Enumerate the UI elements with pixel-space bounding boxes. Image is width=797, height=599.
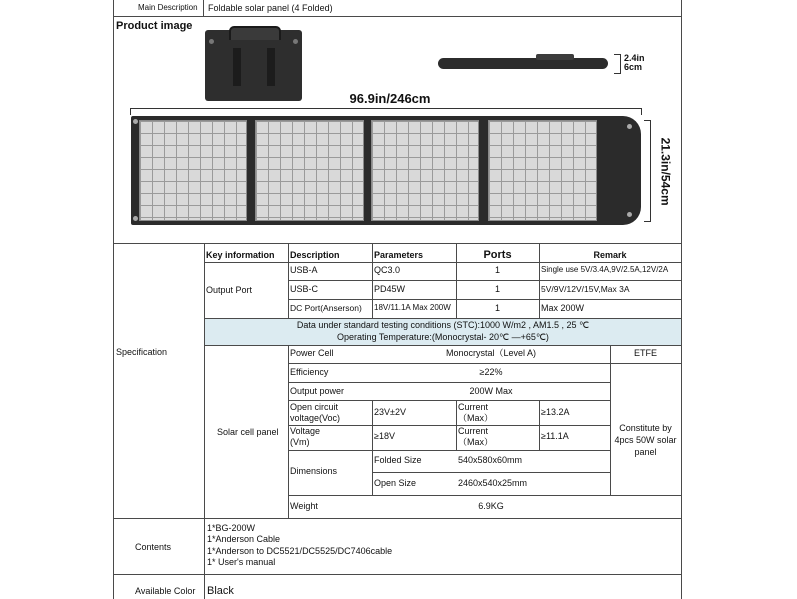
solar-cell-panel-label: Solar cell panel <box>217 427 279 437</box>
remark-line-1: Constitute by <box>619 423 672 433</box>
open-panel-image <box>131 116 641 225</box>
available-color-value: Black <box>207 585 234 597</box>
solar-remark-left <box>610 345 611 495</box>
solar-cell <box>371 120 479 221</box>
bag-buckle <box>293 39 298 44</box>
voc-label-2: voltage(Voc) <box>290 413 341 423</box>
folded-size-value: 540x580x60mm <box>458 455 523 465</box>
width-label: 21.3in/54cm <box>658 137 673 206</box>
contents-label: Contents <box>135 542 172 552</box>
panel-grommet <box>133 216 138 221</box>
port-desc: USB-C <box>290 284 319 294</box>
port-count: 1 <box>494 265 500 275</box>
col-remark-header: Remark <box>593 250 627 260</box>
current2-label-2: （Max） <box>458 437 494 447</box>
spec-top-border <box>113 243 682 244</box>
length-label: 96.9in/246cm <box>349 91 431 106</box>
header-col-divider <box>203 0 204 16</box>
remark-line-3: panel <box>634 447 657 457</box>
current2-value: ≥11.1A <box>541 431 569 441</box>
voc-value: 23V±2V <box>374 407 406 417</box>
side-view-handle <box>536 54 574 60</box>
output-power-label: Output power <box>290 386 345 396</box>
power-cell-label: Power Cell <box>290 348 334 358</box>
row-divider <box>288 450 610 451</box>
folded-panel-image <box>205 30 302 101</box>
output-power-value: 200W Max <box>469 386 513 396</box>
side-view-image <box>438 58 608 69</box>
panel-grommet <box>133 119 138 124</box>
current1-label-1: Current <box>458 402 489 412</box>
specification-label: Specification <box>116 347 168 357</box>
folded-size-label: Folded Size <box>374 455 422 465</box>
available-color-label: Available Color <box>135 586 196 596</box>
header-divider <box>113 16 682 17</box>
port-params: PD45W <box>374 284 406 294</box>
current1-value: ≥13.2A <box>541 407 570 417</box>
contents-item: 1*Anderson Cable <box>207 534 281 544</box>
table-left-border <box>113 0 114 599</box>
voc-label-1: Open circuit <box>290 402 339 412</box>
panel-grommet <box>627 124 632 129</box>
row-divider <box>288 299 681 300</box>
spec-header-bottom <box>204 262 681 263</box>
port-params: QC3.0 <box>374 265 401 275</box>
bag-strap-left <box>233 48 241 86</box>
remark-line-2: 4pcs 50W solar <box>614 435 677 445</box>
power-cell-value: Monocrystal（Level A) <box>445 348 537 358</box>
thickness-in: 2.4in <box>624 53 645 63</box>
weight-label: Weight <box>290 501 318 511</box>
bag-strap-right <box>267 48 275 86</box>
current1-label-2: （Max） <box>458 413 494 423</box>
thickness-cm: 6cm <box>624 62 643 72</box>
efficiency-value: ≥22% <box>479 367 503 377</box>
vm-label-2: (Vm) <box>290 437 310 447</box>
contents-item: 1* User's manual <box>207 557 276 567</box>
col-params-header: Parameters <box>374 250 424 260</box>
port-desc: USB-A <box>290 265 318 275</box>
table-right-border <box>681 0 682 599</box>
solar-cell <box>488 120 597 221</box>
contents-bottom <box>113 574 682 575</box>
output-port-label: Output Port <box>206 285 253 295</box>
port-desc: DC Port(Anserson) <box>290 303 362 313</box>
row-divider <box>288 400 610 401</box>
current2-label-1: Current <box>458 426 489 436</box>
width-dimension-line <box>644 120 651 222</box>
solar-desc-left <box>288 345 289 519</box>
row-divider <box>288 382 610 383</box>
row-divider <box>288 363 681 364</box>
stc-line-2: Operating Temperature:(Monocrystal- 20℃ —+65℃) <box>337 332 549 342</box>
row-divider <box>288 495 681 496</box>
port-params: 18V/11.1A Max 200W <box>374 303 451 312</box>
col-key-header: Key information <box>206 250 275 260</box>
thickness-bracket <box>614 54 621 74</box>
vm-label-1: Voltage <box>290 426 321 436</box>
row-divider <box>288 425 610 426</box>
solar-cell <box>255 120 364 221</box>
port-remark: Single use 5V/3.4A,9V/2.5A,12V/2A <box>541 265 669 274</box>
contents-item: 1*BG-200W <box>207 523 256 533</box>
spec-bottom <box>113 518 682 519</box>
vm-value: ≥18V <box>374 431 395 441</box>
solar-mid-col <box>372 400 373 495</box>
weight-value: 6.9KG <box>478 501 504 511</box>
row-divider <box>372 472 610 473</box>
product-image-heading: Product image <box>116 20 193 32</box>
etfe-value: ETFE <box>633 348 657 358</box>
col-desc-header: Description <box>290 250 340 260</box>
port-remark: Max 200W <box>541 303 585 313</box>
bag-buckle <box>209 39 214 44</box>
efficiency-label: Efficiency <box>290 367 329 377</box>
length-dimension-line <box>130 108 642 115</box>
open-size-value: 2460x540x25mm <box>458 478 528 488</box>
col-ports-header: Ports <box>483 249 512 261</box>
port-count: 1 <box>494 284 500 294</box>
main-description-value: Foldable solar panel (4 Folded) <box>208 3 333 13</box>
main-description-label: Main Description <box>138 3 198 12</box>
row-divider <box>288 280 681 281</box>
open-size-label: Open Size <box>374 478 417 488</box>
contents-item: 1*Anderson to DC5521/DC5525/DC7406cable <box>207 546 393 556</box>
panel-grommet <box>627 212 632 217</box>
col-key-left <box>204 243 205 599</box>
bag-handle <box>229 26 281 40</box>
stc-line-1: Data under standard testing conditions (STC):1000 W/m2 , AM1.5 , 25 ℃ <box>296 320 590 330</box>
dimensions-label: Dimensions <box>290 466 338 476</box>
solar-cell <box>139 120 247 221</box>
port-remark: 5V/9V/12V/15V,Max 3A <box>541 284 630 294</box>
port-count: 1 <box>494 303 500 313</box>
